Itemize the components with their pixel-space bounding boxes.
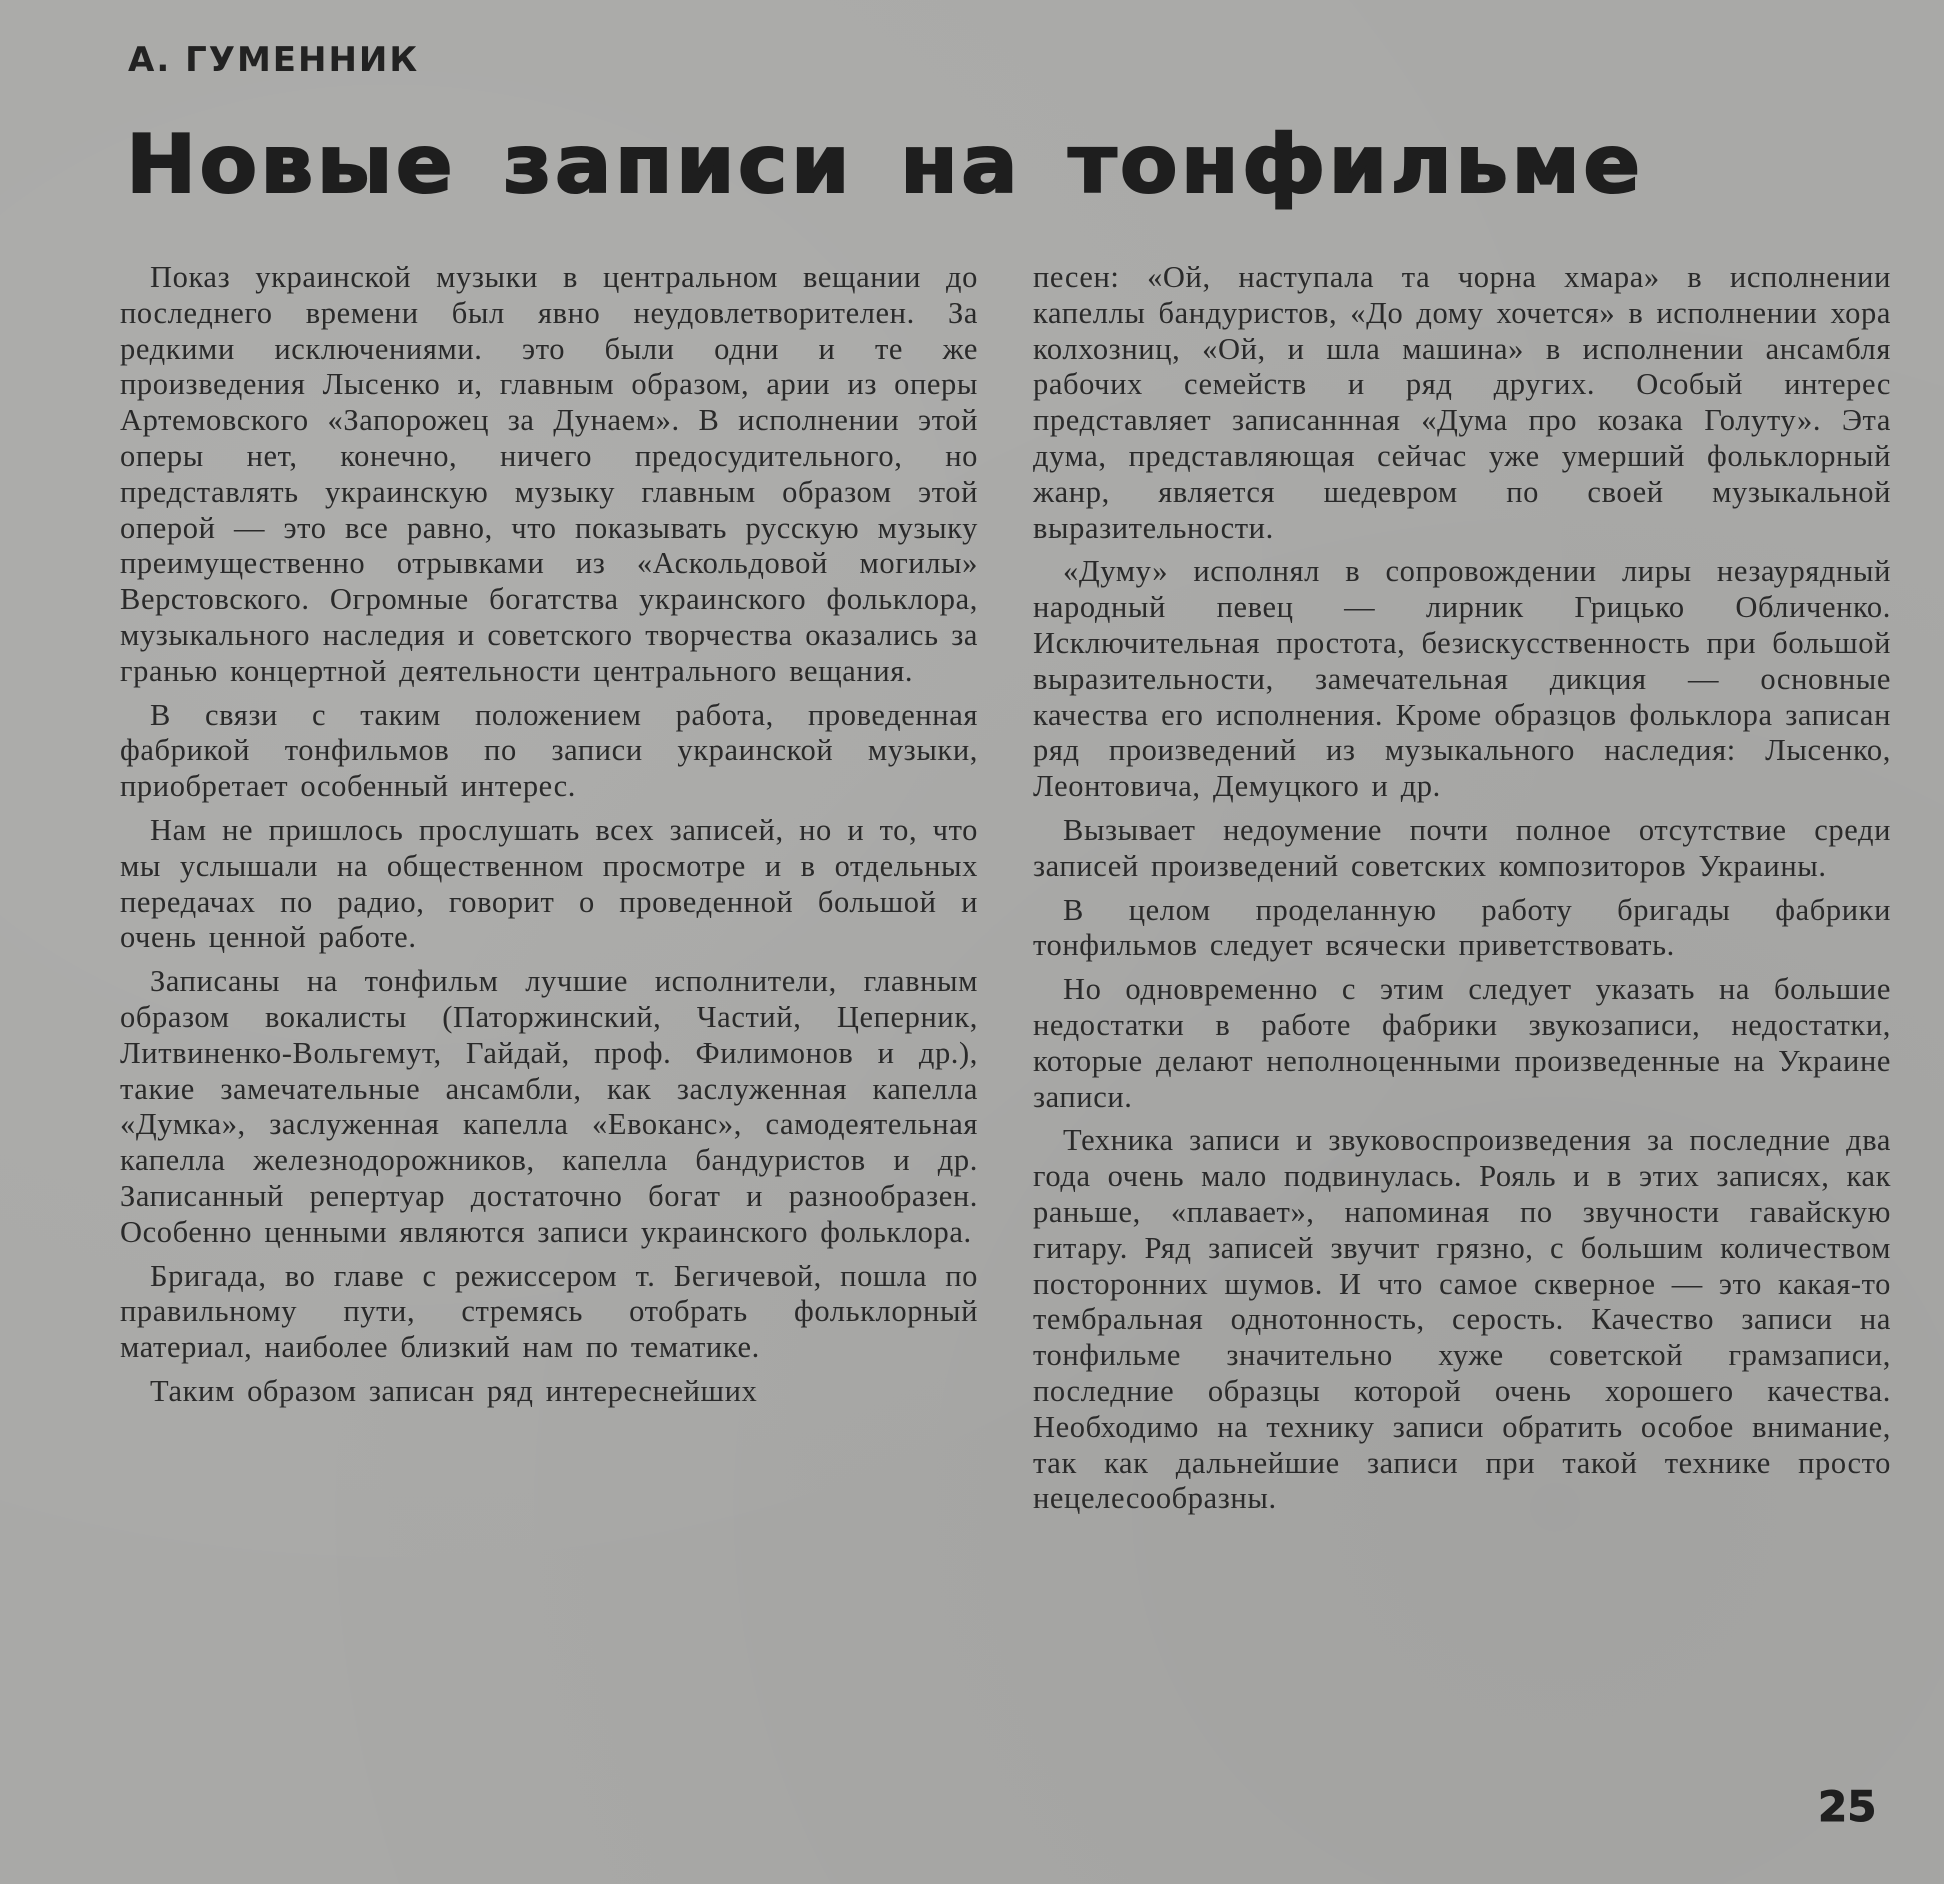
paragraph: «Думу» исполнял в сопровождении лиры незаурядный народный певец — лирник Грицько Обличенко. Исключительная простота, безискусственность при большой выразительности, замечательная дикция — основные качества его исполнения. Кроме образцов фольклора записан ряд произведений из музыкального наследия: Лысенко, Леонтовича, Демуцкого и др. xyxy=(1033,554,1891,804)
paragraph: Техника записи и звуковоспроизведения за последние два года очень мало подвинулась. Рояль и в этих записях, как раньше, «плавает», напоминая по звучности гавайскую гитару. Ряд записей звучит грязно, с большим количеством посторонних шумов. И что самое скверное — это какая-то тембральная однотонность, серость. Качество записи на тонфильме значительно хуже советской грамзаписи, последние образцы которой очень хорошего качества. Необходимо на технику записи обратить особое внимание, так как дальнейшие записи при такой технике просто нецелесообразны. xyxy=(1033,1123,1891,1516)
paragraph: В целом проделанную работу бригады фабрики тонфильмов следует всячески приветствовать. xyxy=(1033,892,1891,963)
paragraph: В связи с таким положением работа, проведенная фабрикой тонфильмов по записи украинской музыки, приобретает особенный интерес. xyxy=(120,697,978,804)
article-title: Новые записи на тонфильме xyxy=(126,118,1644,211)
article-author: А. ГУМЕННИК xyxy=(128,40,420,80)
paragraph: Показ украинской музыки в центральном вещании до последнего времени был явно неудовлетворителен. За редкими исключениями. это были одни и те же произведения Лысенко и, главным образом, арии из оперы Артемовского «Запорожец за Дунаем». В исполнении этой оперы нет, конечно, ничего предосудительного, но представлять украинскую музыку главным образом этой оперой — это все равно, что показывать русскую музыку преимущественно отрывками из «Аскольдовой могилы» Верстовского. Огромные богатства украинского фольклора, музыкального наследия и советского творчества оказались за гранью концертной деятельности центрального вещания. xyxy=(120,260,978,688)
paragraph: Записаны на тонфильм лучшие исполнители, главным образом вокалисты (Паторжинский, Частий, Цеперник, Литвиненко-Вольгемут, Гайдай, проф. Филимонов и др.), такие замечательные ансамбли, как заслуженная капелла «Думка», заслуженная капелла «Евоканс», самодеятельная капелла железнодорожников, капелла бандуристов и др. Записанный репертуар достаточно богат и разнообразен. Особенно ценными являются записи украинского фольклора. xyxy=(120,964,978,1249)
paragraph: песен: «Ой, наступала та чорна хмара» в исполнении капеллы бандуристов, «До дому хочется» в исполнении хора колхозниц, «Ой, и шла машина» в исполнении ансамбля рабочих семейств и ряд других. Особый интерес представляет записаннная «Дума про козака Голуту». Эта дума, представляющая сейчас уже умерший фольклорный жанр, является шедевром по своей музыкальной выразительности. xyxy=(1033,260,1891,545)
text-column-left xyxy=(120,260,978,1410)
paragraph: Нам не пришлось прослушать всех записей, но и то, что мы услышали на общественном просмотре и в отдельных передачах по радио, говорит о проведенной большой и очень ценной работе. xyxy=(120,812,978,955)
paragraph: Но одновременно с этим следует указать на большие недостатки в работе фабрики звукозаписи, недостатки, которые делают неполноценными произведенные на Украине записи. xyxy=(1033,972,1891,1114)
paragraph: Таким образом записан ряд интереснейших xyxy=(150,1373,758,1408)
page-number: 25 xyxy=(1818,1782,1877,1831)
text-column-right xyxy=(1033,260,1891,1517)
paragraph: Вызывает недоумение почти полное отсутствие среди записей произведений советских композиторов Украины. xyxy=(1033,812,1891,883)
paragraph: Бригада, во главе с режиссером т. Бегичевой, пошла по правильному пути, стремясь отобрать фольклорный материал, наиболее близкий нам по тематике. xyxy=(120,1258,978,1365)
